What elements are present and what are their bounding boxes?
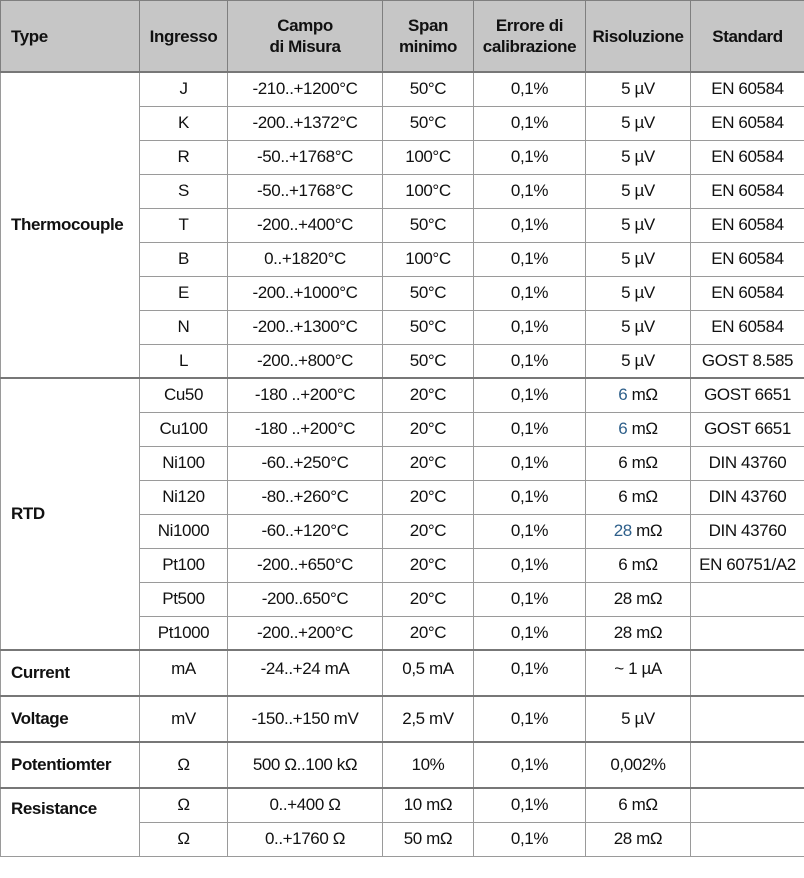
cell-error: 0,1% xyxy=(474,514,586,548)
cell-input: mA xyxy=(140,650,228,696)
cell-span: 100°C xyxy=(383,174,474,208)
resolution-number: 28 xyxy=(613,589,632,608)
cell-resolution xyxy=(586,480,691,514)
cell-standard: EN 60584 xyxy=(691,106,804,140)
cell-span: 50°C xyxy=(383,72,474,106)
cell-resolution: 28 mΩ xyxy=(586,822,691,856)
resolution-unit: mΩ xyxy=(627,555,658,574)
cell-input: Ω xyxy=(140,788,228,822)
cell-input: Pt100 xyxy=(140,548,228,582)
cell-input: T xyxy=(140,208,228,242)
header-row xyxy=(1,1,804,73)
group-label-thermocouple: Thermocouple xyxy=(1,72,140,378)
header-span-line1: Span xyxy=(408,16,448,35)
cell-range: -200..+650°C xyxy=(228,548,383,582)
cell-error: 0,1% xyxy=(474,788,586,822)
cell-span: 20°C xyxy=(383,378,474,412)
cell-standard: EN 60584 xyxy=(691,72,804,106)
cell-range: -200..650°C xyxy=(228,582,383,616)
cell-error: 0,1% xyxy=(474,582,586,616)
cell-error: 0,1% xyxy=(474,344,586,378)
cell-standard: EN 60584 xyxy=(691,276,804,310)
cell-error: 0,1% xyxy=(474,616,586,650)
resolution-number: 6 xyxy=(618,385,628,405)
cell-standard xyxy=(691,696,804,742)
resolution-unit: mΩ xyxy=(631,589,663,608)
header-risoluzione: Risoluzione xyxy=(586,1,691,73)
cell-error: 0,1% xyxy=(474,446,586,480)
cell-span: 50°C xyxy=(383,344,474,378)
cell-error: 0,1% xyxy=(474,72,586,106)
cell-input: Pt500 xyxy=(140,582,228,616)
resolution-number: 6 xyxy=(618,419,628,438)
group-label-potentiometer: Potentiomter xyxy=(1,742,140,788)
cell-resolution xyxy=(586,378,691,412)
header-standard: Standard xyxy=(691,1,804,73)
cell-standard xyxy=(691,788,804,822)
cell-resolution xyxy=(586,548,691,582)
cell-resolution: 5 µV xyxy=(586,140,691,174)
cell-span: 10 mΩ xyxy=(383,788,474,822)
cell-resolution: 0,002% xyxy=(586,742,691,788)
group-label-current: Current xyxy=(1,650,140,696)
cell-range: -200..+800°C xyxy=(228,344,383,378)
cell-range: -200..+400°C xyxy=(228,208,383,242)
cell-error: 0,1% xyxy=(474,548,586,582)
cell-range: -24..+24 mA xyxy=(228,650,383,696)
cell-standard: GOST 6651 xyxy=(691,412,804,446)
cell-span: 20°C xyxy=(383,582,474,616)
cell-input: Ω xyxy=(140,822,228,856)
cell-range: -180 ..+200°C xyxy=(228,412,383,446)
table-row xyxy=(1,742,804,788)
cell-range: 500 Ω..100 kΩ xyxy=(228,742,383,788)
cell-range: -50..+1768°C xyxy=(228,140,383,174)
cell-resolution xyxy=(586,446,691,480)
cell-range: -200..+1372°C xyxy=(228,106,383,140)
cell-input: J xyxy=(140,72,228,106)
cell-span: 50°C xyxy=(383,276,474,310)
cell-input: Cu100 xyxy=(140,412,228,446)
cell-resolution: 5 µV xyxy=(586,696,691,742)
cell-standard: EN 60584 xyxy=(691,174,804,208)
cell-standard: DIN 43760 xyxy=(691,480,804,514)
cell-standard: GOST 8.585 xyxy=(691,344,804,378)
cell-resolution: 5 µV xyxy=(586,276,691,310)
cell-error: 0,1% xyxy=(474,378,586,412)
cell-standard: DIN 43760 xyxy=(691,446,804,480)
header-span xyxy=(383,1,474,73)
cell-standard xyxy=(691,616,804,650)
cell-range: 0..+1820°C xyxy=(228,242,383,276)
resolution-unit: mΩ xyxy=(631,622,663,642)
cell-standard: DIN 43760 xyxy=(691,514,804,548)
cell-resolution xyxy=(586,514,691,548)
cell-input: Pt1000 xyxy=(140,616,228,650)
cell-span: 20°C xyxy=(383,446,474,480)
resolution-unit: mΩ xyxy=(631,521,663,540)
table-row xyxy=(1,378,804,412)
cell-span: 50°C xyxy=(383,208,474,242)
cell-range: 0..+400 Ω xyxy=(228,788,383,822)
resolution-number: 6 xyxy=(618,453,628,472)
cell-input: E xyxy=(140,276,228,310)
group-label-resistance xyxy=(1,788,140,856)
header-type: Type xyxy=(1,1,140,73)
cell-input: Ni1000 xyxy=(140,514,228,548)
cell-span: 20°C xyxy=(383,514,474,548)
cell-error: 0,1% xyxy=(474,106,586,140)
cell-error: 0,1% xyxy=(474,140,586,174)
cell-span: 20°C xyxy=(383,480,474,514)
cell-input: S xyxy=(140,174,228,208)
header-span-line2: minimo xyxy=(398,37,458,56)
resolution-number: 6 xyxy=(618,555,628,574)
cell-span: 20°C xyxy=(383,412,474,446)
cell-input: L xyxy=(140,344,228,378)
cell-resolution: 5 µV xyxy=(586,310,691,344)
cell-error: 0,1% xyxy=(474,822,586,856)
cell-resolution: 5 µV xyxy=(586,106,691,140)
cell-input: B xyxy=(140,242,228,276)
group-label-resistance-text: Resistance xyxy=(11,799,97,818)
header-errore xyxy=(474,1,586,73)
cell-input: Ω xyxy=(140,742,228,788)
table-row xyxy=(1,788,804,822)
cell-range: -200..+1000°C xyxy=(228,276,383,310)
header-errore-line2: calibrazione xyxy=(482,37,577,56)
cell-resolution: ~ 1 µA xyxy=(586,650,691,696)
cell-resolution: 5 µV xyxy=(586,174,691,208)
cell-error: 0,1% xyxy=(474,742,586,788)
cell-range: -200..+200°C xyxy=(228,616,383,650)
cell-span: 0,5 mA xyxy=(383,650,474,696)
cell-span: 50°C xyxy=(383,106,474,140)
cell-span: 100°C xyxy=(383,140,474,174)
cell-error: 0,1% xyxy=(474,412,586,446)
cell-error: 0,1% xyxy=(474,242,586,276)
resolution-number: 28 xyxy=(613,622,632,642)
cell-span: 2,5 mV xyxy=(383,696,474,742)
cell-range: -60..+250°C xyxy=(228,446,383,480)
cell-input: Ni100 xyxy=(140,446,228,480)
cell-standard: EN 60751/A2 xyxy=(691,548,804,582)
cell-error: 0,1% xyxy=(474,696,586,742)
cell-error: 0,1% xyxy=(474,310,586,344)
resolution-unit: mΩ xyxy=(627,385,658,405)
cell-standard xyxy=(691,582,804,616)
cell-range: -50..+1768°C xyxy=(228,174,383,208)
cell-input: mV xyxy=(140,696,228,742)
cell-input: Ni120 xyxy=(140,480,228,514)
cell-standard xyxy=(691,822,804,856)
resolution-number: 6 xyxy=(618,487,628,506)
cell-standard: GOST 6651 xyxy=(691,378,804,412)
cell-input: N xyxy=(140,310,228,344)
resolution-unit: mΩ xyxy=(627,487,658,506)
cell-input: K xyxy=(140,106,228,140)
cell-span: 20°C xyxy=(383,548,474,582)
cell-resolution: 5 µV xyxy=(586,72,691,106)
cell-resolution xyxy=(586,616,691,650)
cell-range: 0..+1760 Ω xyxy=(228,822,383,856)
group-label-voltage: Voltage xyxy=(1,696,140,742)
resolution-unit: mΩ xyxy=(627,419,658,438)
cell-span: 20°C xyxy=(383,616,474,650)
header-campo-line2: di Misura xyxy=(269,37,341,56)
header-campo-line1: Campo xyxy=(277,16,333,35)
cell-resolution xyxy=(586,582,691,616)
cell-error: 0,1% xyxy=(474,174,586,208)
cell-resolution: 5 µV xyxy=(586,242,691,276)
cell-error: 0,1% xyxy=(474,480,586,514)
table-row xyxy=(1,696,804,742)
group-label-rtd: RTD xyxy=(1,378,140,650)
cell-range: -80..+260°C xyxy=(228,480,383,514)
cell-standard: EN 60584 xyxy=(691,208,804,242)
cell-resolution: 6 mΩ xyxy=(586,788,691,822)
cell-standard: EN 60584 xyxy=(691,140,804,174)
cell-span: 50 mΩ xyxy=(383,822,474,856)
cell-span: 50°C xyxy=(383,310,474,344)
header-ingresso: Ingresso xyxy=(140,1,228,73)
cell-standard xyxy=(691,650,804,696)
cell-input: Cu50 xyxy=(140,378,228,412)
header-campo xyxy=(228,1,383,73)
cell-error: 0,1% xyxy=(474,276,586,310)
table-row xyxy=(1,72,804,106)
cell-span: 10% xyxy=(383,742,474,788)
cell-error: 0,1% xyxy=(474,208,586,242)
cell-input: R xyxy=(140,140,228,174)
cell-range: -60..+120°C xyxy=(228,514,383,548)
cell-range: -150..+150 mV xyxy=(228,696,383,742)
cell-range: -180 ..+200°C xyxy=(228,378,383,412)
table-row xyxy=(1,650,804,696)
cell-range: -200..+1300°C xyxy=(228,310,383,344)
resolution-unit: mΩ xyxy=(627,453,658,472)
cell-span: 100°C xyxy=(383,242,474,276)
cell-resolution xyxy=(586,412,691,446)
cell-range: -210..+1200°C xyxy=(228,72,383,106)
resolution-number: 28 xyxy=(613,521,632,540)
cell-resolution: 5 µV xyxy=(586,208,691,242)
cell-resolution: 5 µV xyxy=(586,344,691,378)
header-errore-line1: Errore di xyxy=(495,16,564,35)
cell-standard xyxy=(691,742,804,788)
cell-error: 0,1% xyxy=(474,650,586,696)
cell-standard: EN 60584 xyxy=(691,310,804,344)
cell-standard: EN 60584 xyxy=(691,242,804,276)
